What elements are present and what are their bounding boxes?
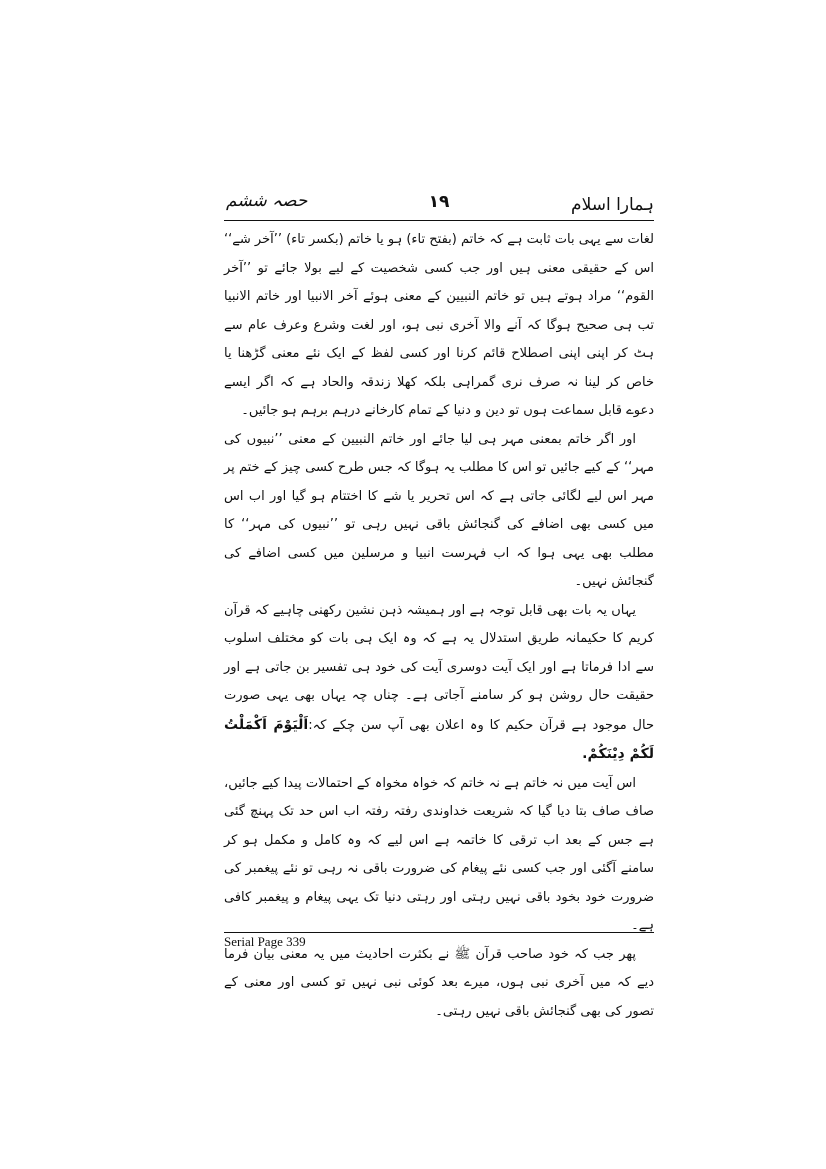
paragraph-4: اس آیت میں نہ خاتم ہے نہ خاتم کہ خواہ مخواہ کے احتمالات پیدا کیے جائیں، صاف صاف بتا دیا گیا کہ شریعت خداوندی رفتہ رفتہ اب اس حد تک پہنچ گئی ہے جس کے بعد اب ترقی کا خاتمہ ہے اس لیے کہ وہ کامل و مکمل ہو کر سامنے آگئی اور جب کسی نئے پیغام کی ضرورت باقی نہ رہی تو نئے پیغمبر کی ضرورت خود بخود باقی نہیں رہتی اور رہتی دنیا تک یہی پیغام و پیغمبر کافی ہے۔ [224,775,654,933]
section-label: حصہ ششم [226,191,308,211]
running-header [224,190,654,224]
paragraph-3-text: یہاں یہ بات بھی قابل توجہ ہے اور ہمیشہ ذہن نشین رکھنی چاہیے کہ قرآن کریم کا حکیمانہ طریق استدلال یہ ہے کہ وہ ایک ہی بات کو مختلف اسلوب سے ادا فرماتا ہے اور ایک آیت دوسری آیت کی خود ہی تفسیر بن جاتی ہے اور حقیقت حال روشن ہو کر سامنے آجاتی ہے۔ چناں چہ یہاں بھی یہی صورت حال موجود ہے قرآن حکیم کا وہ اعلان بھی آپ سن چکے کہ: [224,602,654,733]
paragraph-2: اور اگر خاتم بمعنی مہر ہی لیا جائے اور خاتم النبیین کے معنی ’’نبیوں کی مہر‘‘ کے کیے جائیں تو اس کا مطلب یہ ہوگا کہ جس طرح کسی چیز کے ختم پر مہر اس لیے لگائی جاتی ہے کہ اس تحریر یا شے کا اختتام ہو گیا اور اب اس میں کسی بھی اضافے کی گنجائش باقی نہیں رہی تو ’’نبیوں کی مہر‘‘ کا مطلب بھی یہی ہوا کہ اب فہرست انبیا و مرسلین میں کسی اضافے کی گنجائش نہیں۔ [224,431,654,589]
page-frame [223,176,654,1019]
header-rule [224,220,654,221]
paragraph-1: لغات سے یہی بات ثابت ہے کہ خاتم (بفتح تاء) ہو یا خاتم (بکسر تاء) ’’آخر شے‘‘ اس کے حقیقی معنی ہیں اور جب کسی شخصیت کے لیے بولا جائے تو ’’آخر القوم‘‘ مراد ہوتے ہیں تو خاتم النبیین کے معنی ہوئے آخر الانبیا اور خاتم الانبیا تب ہی صحیح ہوگا کہ آنے والا آخری نبی ہو، اور لغت وشرع وعرف عام سے ہٹ کر اپنی اپنی اصطلاح قائم کرنا اور کسی لفظ کے ایک نئے معنی گڑھنا یا خاص کر لینا نہ صرف نری گمراہی بلکہ کھلا زندقہ والحاد ہے کہ اگر ایسے دعوے قابل سماعت ہوں تو دین و دنیا کے تمام کارخانے درہم برہم ہو جائیں۔ [223,232,654,418]
page-number: ۱۹ [428,192,450,212]
paragraph-3 [224,597,654,770]
book-title: ہمارا اسلام [571,195,654,215]
paragraph-5: پھر جب کہ خود صاحب قرآن ﷺ نے بکثرت احادیث میں یہ معنی بیان فرما دیے کہ میں آخری نبی ہوں، میرے بعد کوئی نبی نہیں تو کسی اور معنی کے تصور کی بھی گنجائش باقی نہیں رہتی۔ [224,946,654,1019]
quran-verse: اَلْیَوْمَ اَکْمَلْتُ لَکُمْ دِیْنَکُمْ. [224,716,654,762]
footer-rule [224,932,654,933]
serial-page-label: Serial Page 339 [224,934,306,949]
